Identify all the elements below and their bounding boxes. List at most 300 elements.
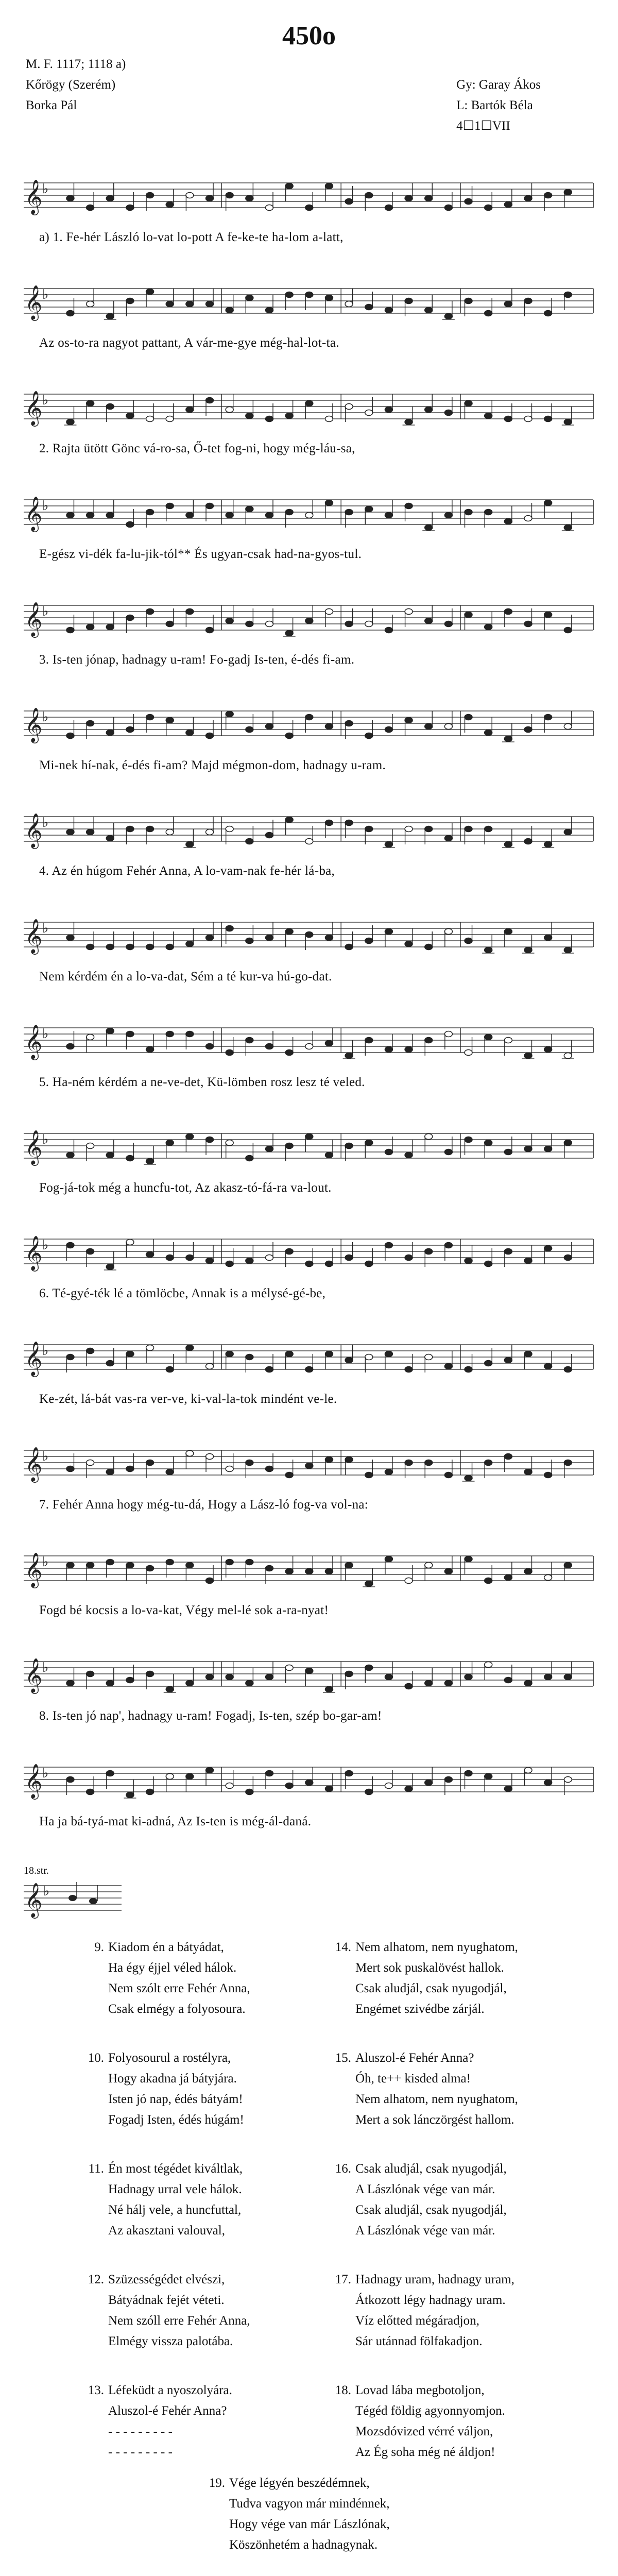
note-head bbox=[226, 513, 233, 518]
note-head bbox=[325, 609, 333, 615]
flat-icon: ♭ bbox=[42, 921, 49, 936]
note-head bbox=[206, 1454, 214, 1460]
source-archive: M. F. 1117; 1118 a) bbox=[26, 57, 126, 71]
stanza-line: Átkozott légy hadnagy uram. bbox=[355, 2293, 506, 2307]
note-head bbox=[564, 1367, 572, 1372]
note-head bbox=[166, 301, 174, 307]
flat-icon: ♭ bbox=[42, 181, 49, 197]
note-head bbox=[305, 1261, 313, 1267]
note-head bbox=[66, 1563, 74, 1568]
note-head bbox=[66, 1466, 74, 1472]
note-head bbox=[146, 289, 154, 295]
note-head bbox=[266, 308, 273, 313]
flat-icon: ♭ bbox=[42, 815, 49, 831]
note-head bbox=[385, 1556, 392, 1562]
note-head bbox=[544, 500, 552, 506]
treble-clef-icon: 𝄞 bbox=[25, 707, 43, 742]
note-head bbox=[186, 513, 194, 518]
note-head bbox=[385, 727, 392, 733]
note-head bbox=[365, 1038, 373, 1043]
music-system bbox=[24, 1113, 595, 1206]
note-head bbox=[66, 196, 74, 201]
stanza-number: 17. bbox=[335, 2273, 351, 2286]
note-head bbox=[285, 1351, 293, 1357]
note-head bbox=[226, 1261, 233, 1267]
note-head bbox=[106, 1681, 114, 1686]
note-head bbox=[226, 826, 233, 832]
note-head bbox=[385, 1047, 392, 1053]
note-head bbox=[206, 733, 214, 739]
music-system bbox=[24, 1535, 595, 1628]
note-head bbox=[365, 410, 373, 416]
note-head bbox=[66, 829, 74, 835]
note-head bbox=[425, 196, 433, 201]
flat-icon: ♭ bbox=[42, 287, 49, 302]
note-head bbox=[325, 820, 333, 826]
note-head bbox=[305, 932, 313, 938]
note-head bbox=[106, 1560, 114, 1565]
note-head bbox=[385, 842, 392, 848]
note-head bbox=[465, 1258, 472, 1264]
note-head bbox=[325, 1687, 333, 1692]
note-head bbox=[385, 929, 392, 935]
note-head bbox=[385, 1149, 392, 1155]
note-head bbox=[106, 196, 114, 201]
note-head bbox=[266, 621, 273, 627]
treble-clef-icon: 𝄞 bbox=[25, 812, 43, 848]
note-head bbox=[504, 1358, 512, 1363]
note-head bbox=[564, 1563, 572, 1568]
note-head bbox=[285, 1665, 293, 1671]
stanza bbox=[88, 2269, 250, 2352]
note-head bbox=[444, 1364, 452, 1369]
note-head bbox=[465, 826, 472, 832]
stanza-line: Csak aludjál, csak nyugodjál, bbox=[355, 1981, 507, 1995]
note-head bbox=[485, 1140, 492, 1146]
note-head bbox=[206, 398, 214, 403]
stanza bbox=[335, 2269, 514, 2352]
note-head bbox=[285, 1569, 293, 1574]
note-head bbox=[226, 407, 233, 413]
note-head bbox=[524, 839, 532, 844]
stanza bbox=[88, 2048, 244, 2130]
note-head bbox=[465, 1367, 472, 1372]
note-head bbox=[544, 193, 552, 198]
note-head bbox=[246, 1038, 253, 1043]
note-head bbox=[186, 1451, 194, 1456]
note-head bbox=[206, 829, 214, 835]
note-head bbox=[166, 829, 174, 835]
note-head bbox=[226, 308, 233, 313]
note-head bbox=[166, 621, 174, 627]
note-head bbox=[226, 1674, 233, 1680]
treble-clef-icon: 𝄞 bbox=[25, 1341, 43, 1376]
note-head bbox=[444, 513, 452, 518]
note-head bbox=[465, 298, 472, 304]
note-head bbox=[345, 944, 353, 950]
stanza-line: Az Ég soha még né áldjon! bbox=[355, 2445, 495, 2459]
note-head bbox=[564, 190, 572, 195]
note-head bbox=[485, 1662, 492, 1668]
note-head bbox=[465, 401, 472, 406]
stanza-line: Az akasztani valouval, bbox=[108, 2224, 225, 2238]
note-head bbox=[246, 1681, 253, 1686]
treble-clef-icon: 𝄞 bbox=[25, 1024, 43, 1059]
note-head bbox=[325, 1041, 333, 1046]
note-head bbox=[444, 1569, 452, 1574]
note-head bbox=[66, 628, 74, 633]
stanza-line: Sár utánnad fölfakadjon. bbox=[355, 2334, 483, 2348]
note-head bbox=[186, 1774, 194, 1780]
flat-icon: ♭ bbox=[42, 1343, 49, 1359]
note-head bbox=[564, 292, 572, 298]
note-head bbox=[444, 836, 452, 841]
note-head bbox=[465, 1050, 472, 1056]
note-head bbox=[146, 826, 154, 832]
note-head bbox=[146, 1566, 154, 1571]
note-head bbox=[425, 407, 433, 413]
flat-icon: ♭ bbox=[42, 1132, 49, 1147]
note-head bbox=[564, 525, 572, 531]
note-head bbox=[425, 724, 433, 730]
music-system bbox=[24, 796, 595, 889]
note-head bbox=[365, 506, 373, 512]
lyric-line: E-gész vi-dék fa-lu-jik-tól** És ugyan-csak had-na-gyos-tul. bbox=[39, 547, 362, 561]
note-head bbox=[166, 1140, 174, 1146]
treble-clef-icon: 𝄞 bbox=[25, 1235, 43, 1270]
stanza-number: 10. bbox=[88, 2051, 104, 2065]
note-head bbox=[504, 1038, 512, 1043]
flat-icon: ♭ bbox=[42, 709, 49, 725]
staff bbox=[24, 1324, 595, 1391]
stanza-line: Bátyádnak fejét véteti. bbox=[108, 2293, 225, 2307]
note-head bbox=[524, 196, 532, 201]
music-system bbox=[24, 1218, 595, 1311]
note-head bbox=[444, 205, 452, 211]
note-head bbox=[544, 612, 552, 618]
note-head bbox=[425, 1563, 433, 1568]
note-head bbox=[106, 314, 114, 319]
note-head bbox=[126, 1156, 134, 1161]
note-head bbox=[485, 1578, 492, 1584]
stanza bbox=[88, 2380, 232, 2463]
note-head bbox=[106, 1264, 114, 1270]
note-head bbox=[66, 1681, 74, 1686]
lyric-line: 2. Rajta ütött Gönc vá-ro-sa, Ő-tet fog-ni, hogy még-láu-sa, bbox=[39, 442, 355, 455]
stanza-number: 9. bbox=[94, 1940, 104, 1954]
note-head bbox=[87, 624, 94, 630]
note-head bbox=[564, 724, 572, 730]
note-head bbox=[345, 404, 353, 410]
note-head bbox=[345, 621, 353, 627]
note-head bbox=[106, 624, 114, 630]
note-head bbox=[126, 1031, 134, 1037]
note-head bbox=[305, 513, 313, 518]
note-head bbox=[485, 205, 492, 211]
note-head bbox=[444, 1681, 452, 1686]
note-head bbox=[305, 1780, 313, 1786]
note-head bbox=[226, 1140, 233, 1146]
note-head bbox=[405, 941, 413, 947]
note-head bbox=[146, 1159, 154, 1164]
note-head bbox=[544, 1674, 552, 1680]
note-head bbox=[66, 1243, 74, 1248]
note-head bbox=[305, 839, 313, 844]
note-head bbox=[186, 842, 194, 848]
note-head bbox=[285, 1472, 293, 1478]
stanza-number: 19. bbox=[209, 2476, 225, 2490]
stanza-line: Köszönhetém a hadnagynak. bbox=[229, 2538, 378, 2552]
staff bbox=[24, 1430, 595, 1497]
note-head bbox=[345, 199, 353, 205]
note-head bbox=[285, 817, 293, 823]
note-head bbox=[146, 1252, 154, 1258]
note-head bbox=[106, 836, 114, 841]
note-head bbox=[485, 1035, 492, 1040]
note-head bbox=[425, 1681, 433, 1686]
stanza-line: Léfeküdt a nyoszolyára. bbox=[108, 2383, 232, 2397]
note-head bbox=[405, 503, 413, 509]
note-head bbox=[266, 513, 273, 518]
note-head bbox=[405, 1367, 413, 1372]
lyric-line: 4. Az én húgom Fehér Anna, A lo-vam-nak fe-hér lá-ba, bbox=[39, 864, 335, 878]
note-head bbox=[325, 1786, 333, 1792]
stanza-line: Lovad lába megbotoljon, bbox=[355, 2383, 485, 2397]
stanza bbox=[88, 2159, 243, 2241]
note-head bbox=[285, 292, 293, 298]
note-head bbox=[544, 1047, 552, 1053]
note-head bbox=[126, 1792, 134, 1798]
note-head bbox=[66, 935, 74, 941]
source-info bbox=[26, 54, 126, 116]
note-head bbox=[166, 1469, 174, 1475]
note-head bbox=[106, 1028, 114, 1034]
note-head bbox=[87, 829, 94, 835]
note-head bbox=[564, 1674, 572, 1680]
note-head bbox=[345, 721, 353, 726]
note-head bbox=[465, 1137, 472, 1143]
note-head bbox=[206, 503, 214, 509]
note-head bbox=[146, 715, 154, 720]
note-head bbox=[405, 419, 413, 425]
note-head bbox=[325, 1569, 333, 1574]
note-head bbox=[285, 183, 293, 189]
note-head bbox=[166, 944, 174, 950]
note-head bbox=[87, 1789, 94, 1795]
note-head bbox=[544, 1575, 552, 1581]
note-head bbox=[246, 1354, 253, 1360]
note-head bbox=[186, 1681, 194, 1686]
note-head bbox=[524, 1146, 532, 1152]
note-head bbox=[106, 944, 114, 950]
staff bbox=[24, 1535, 595, 1602]
flat-icon: ♭ bbox=[42, 1660, 49, 1675]
staff bbox=[24, 902, 595, 969]
note-head bbox=[87, 1035, 94, 1040]
note-head bbox=[405, 609, 413, 615]
source-singer: Borka Pál bbox=[26, 98, 77, 112]
note-head bbox=[485, 1261, 492, 1267]
note-head bbox=[544, 416, 552, 422]
note-head bbox=[285, 413, 293, 419]
note-head bbox=[226, 926, 233, 931]
note-head bbox=[544, 935, 552, 941]
music-system bbox=[24, 1324, 595, 1417]
note-head bbox=[186, 301, 194, 307]
note-head bbox=[266, 1367, 273, 1372]
note-head bbox=[465, 715, 472, 720]
staff bbox=[24, 1747, 595, 1814]
note-head bbox=[206, 1578, 214, 1584]
stanza-line: Hadnagy urral vele hálok. bbox=[108, 2182, 242, 2196]
note-head bbox=[365, 1581, 373, 1587]
note-head bbox=[465, 1674, 472, 1680]
note-head bbox=[564, 1140, 572, 1146]
collector: Gy: Garay Ákos bbox=[456, 78, 541, 92]
note-head bbox=[66, 311, 74, 316]
note-head bbox=[524, 416, 532, 422]
note-head bbox=[285, 1783, 293, 1789]
note-head bbox=[206, 1768, 214, 1773]
svg-text:♭: ♭ bbox=[43, 1884, 50, 1899]
note-head bbox=[465, 199, 472, 205]
note-head bbox=[285, 631, 293, 636]
note-head bbox=[325, 295, 333, 301]
note-head bbox=[485, 730, 492, 736]
note-head bbox=[385, 1351, 392, 1357]
note-head bbox=[246, 1789, 253, 1795]
note-head bbox=[405, 298, 413, 304]
note-head bbox=[524, 1768, 532, 1773]
note-head bbox=[66, 1354, 74, 1360]
note-head bbox=[106, 404, 114, 410]
note-head bbox=[365, 1140, 373, 1146]
note-head bbox=[226, 1351, 233, 1357]
note-head bbox=[87, 721, 94, 726]
note-head bbox=[206, 1044, 214, 1049]
song-number: 450o bbox=[282, 21, 336, 50]
note-head bbox=[444, 314, 452, 319]
note-head bbox=[485, 947, 492, 953]
note-head bbox=[325, 183, 333, 189]
note-head bbox=[385, 1674, 392, 1680]
note-head bbox=[444, 1777, 452, 1783]
flat-icon: ♭ bbox=[42, 1554, 49, 1570]
staff bbox=[24, 585, 595, 652]
note-head bbox=[504, 1249, 512, 1255]
stanza-line: Mert sok puskalövést hallok. bbox=[355, 1961, 504, 1975]
stanza-line: Elmégy vissza palotába. bbox=[108, 2334, 233, 2348]
stanza-line: Nem szólt erre Fehér Anna, bbox=[108, 1981, 250, 1995]
note-head bbox=[106, 730, 114, 736]
note-head bbox=[504, 736, 512, 742]
note-head bbox=[405, 1047, 413, 1053]
note-head bbox=[524, 1258, 532, 1264]
note-head bbox=[226, 1050, 233, 1056]
note-head bbox=[405, 1153, 413, 1158]
note-head bbox=[365, 1789, 373, 1795]
note-head bbox=[325, 1351, 333, 1357]
note-head bbox=[524, 1681, 532, 1686]
note-head bbox=[266, 205, 273, 211]
note-head bbox=[564, 419, 572, 425]
note-head bbox=[444, 1149, 452, 1155]
stanza-line: Mozsdóvized vérré váljon, bbox=[355, 2425, 493, 2438]
note-head bbox=[365, 733, 373, 739]
note-head bbox=[146, 1671, 154, 1677]
note-head bbox=[66, 1777, 74, 1783]
note-head bbox=[126, 1351, 134, 1357]
treble-clef-icon: 𝄞 bbox=[25, 918, 43, 953]
note-head bbox=[524, 516, 532, 521]
note-head bbox=[564, 1255, 572, 1261]
note-head bbox=[524, 1053, 532, 1059]
note-head bbox=[544, 1146, 552, 1152]
note-head bbox=[425, 618, 433, 624]
note-head bbox=[87, 301, 94, 307]
flat-icon: ♭ bbox=[42, 1449, 49, 1464]
note-head bbox=[465, 612, 472, 618]
note-head bbox=[504, 416, 512, 422]
note-head bbox=[126, 413, 134, 419]
note-head bbox=[206, 1137, 214, 1143]
stanza-line: Én most tégédet kiváltlak, bbox=[108, 2162, 243, 2176]
music-system bbox=[24, 690, 595, 783]
staff bbox=[24, 1113, 595, 1180]
note-head bbox=[186, 1255, 194, 1261]
note-head bbox=[325, 500, 333, 506]
note-head bbox=[126, 205, 134, 211]
note-head bbox=[365, 938, 373, 944]
stanza-line: Kiadom én a bátyádat, bbox=[108, 1940, 224, 1954]
note-head bbox=[504, 1786, 512, 1792]
stanza-line: Szüzességédet elvészi, bbox=[108, 2273, 225, 2286]
note-head bbox=[206, 301, 214, 307]
note-head bbox=[166, 1367, 174, 1372]
note-head bbox=[266, 1044, 273, 1049]
note-head bbox=[465, 1556, 472, 1562]
note-head bbox=[465, 510, 472, 515]
flat-icon: ♭ bbox=[42, 1238, 49, 1253]
stanza-line: Csak elmégy a folyosoura. bbox=[108, 2002, 246, 2016]
note-head bbox=[425, 1354, 433, 1360]
note-head bbox=[465, 1476, 472, 1481]
note-head bbox=[66, 513, 74, 518]
stanza-line: Vége légyén beszédémnek, bbox=[229, 2476, 370, 2490]
note-head bbox=[544, 1246, 552, 1251]
lyric-line: 5. Ha-ném kérdém a ne-ve-det, Kü-lömben rosz lesz té veled. bbox=[39, 1075, 365, 1089]
stanza-line: Nem alhatom, nem nyughatom, bbox=[355, 2092, 518, 2106]
stanza-number: 16. bbox=[335, 2162, 351, 2176]
note-head bbox=[266, 935, 273, 941]
note-head bbox=[126, 615, 134, 621]
note-head bbox=[166, 1774, 174, 1780]
note-head bbox=[246, 413, 253, 419]
note-head bbox=[524, 1351, 532, 1357]
note-head bbox=[564, 1460, 572, 1466]
note-head bbox=[106, 1771, 114, 1776]
note-head bbox=[465, 1771, 472, 1776]
music-system bbox=[24, 1007, 595, 1100]
note-head bbox=[485, 624, 492, 630]
note-head bbox=[405, 196, 413, 201]
stanza-number: 13. bbox=[88, 2383, 104, 2397]
music-system bbox=[24, 902, 595, 994]
note-head bbox=[166, 503, 174, 509]
note-head bbox=[504, 301, 512, 307]
note-head bbox=[186, 941, 194, 947]
note-head bbox=[166, 416, 174, 422]
